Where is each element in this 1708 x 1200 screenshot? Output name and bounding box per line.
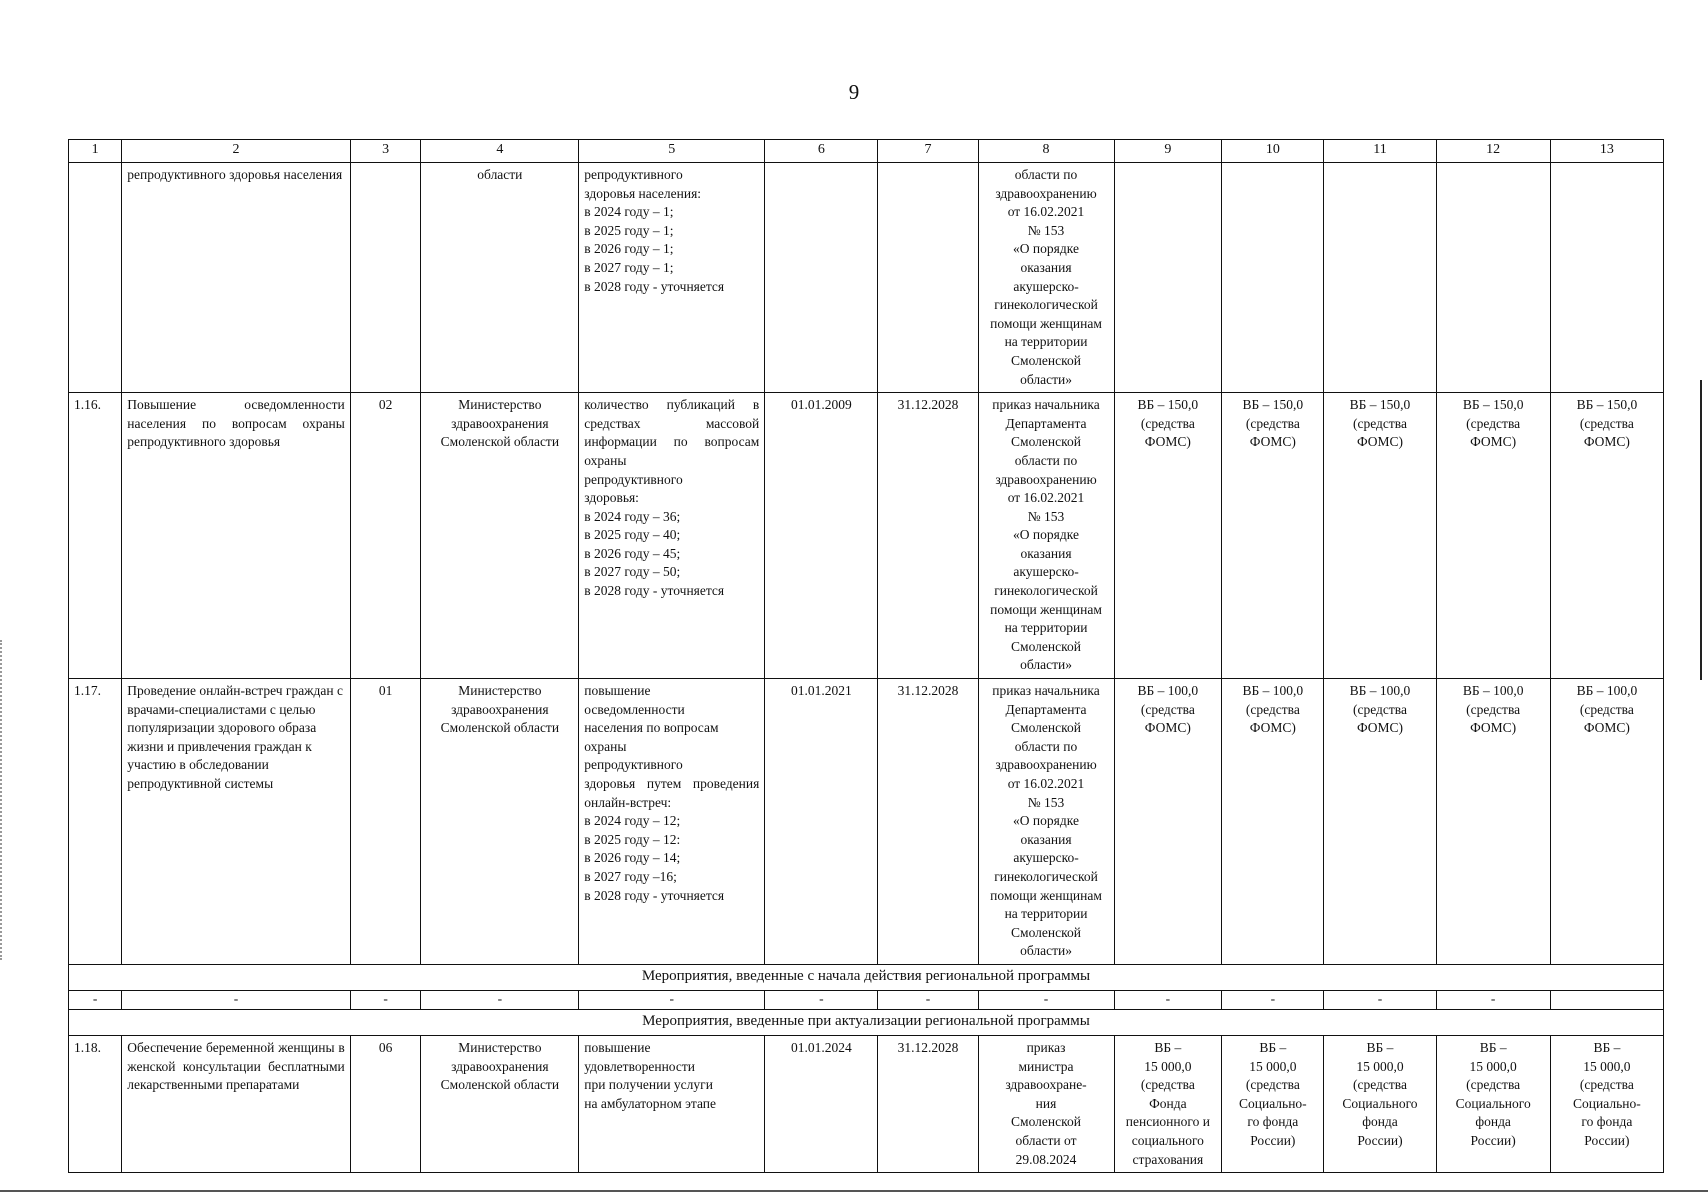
text-line: на территории: [1004, 620, 1088, 636]
dash-cell: -: [421, 990, 579, 1009]
empty-row: [69, 990, 1664, 1009]
text-line: «О порядке: [1013, 527, 1079, 543]
scan-edge-line: [1700, 380, 1702, 680]
table-row: [69, 679, 1664, 965]
text-line: повышение: [584, 683, 651, 699]
text-line: области от: [1015, 1132, 1077, 1148]
text-line: в 2027 году – 50;: [584, 564, 681, 580]
text-line: (средства: [1466, 1077, 1521, 1093]
text-line: 15 000,0: [1144, 1058, 1192, 1074]
text-line: ВБ –: [1593, 1039, 1621, 1055]
text-line: Смоленской: [1011, 352, 1081, 368]
text-line: ния: [1035, 1095, 1057, 1111]
column-number: 13: [1550, 140, 1663, 163]
executor: Министерство здравоохранения Смоленской области: [421, 1035, 579, 1172]
text-line: в 2024 году – 1;: [584, 204, 674, 220]
text-line: ВБ –: [1154, 1039, 1182, 1055]
row-number: 1.16.: [69, 393, 122, 679]
text-line: 15 000,0: [1356, 1058, 1404, 1074]
text-line: фонда: [1475, 1114, 1511, 1130]
finance-2025: [1222, 1035, 1324, 1172]
dash-cell: -: [878, 990, 978, 1009]
dash-cell: -: [579, 990, 765, 1009]
text-line: го фонда: [1581, 1114, 1633, 1130]
text-line: повышение: [584, 1039, 651, 1055]
text-line: (средства: [1140, 1077, 1195, 1093]
text-line: 15 000,0: [1583, 1058, 1631, 1074]
indicator: [579, 393, 765, 679]
text-line: на амбулаторном этапе: [584, 1095, 716, 1111]
text-line: количество публикаций в средствах массовой информации по вопросам охраны: [584, 397, 760, 468]
text-line: области»: [1020, 657, 1072, 673]
legal-basis: [978, 163, 1114, 393]
text-line: фонда: [1362, 1114, 1398, 1130]
legal-basis: [978, 393, 1114, 679]
text-line: России): [1470, 1132, 1516, 1148]
page-number: 9: [848, 80, 860, 104]
text-line: № 153: [1027, 222, 1065, 238]
finance-2027: ВБ – 150,0 (средства ФОМС): [1436, 393, 1550, 679]
text-line: Смоленской: [1011, 434, 1081, 450]
finance-2028: ВБ – 100,0 (средства ФОМС): [1550, 679, 1663, 965]
text-line: области по: [1014, 167, 1078, 182]
end-date: 31.12.2028: [878, 1035, 978, 1172]
finance-cell: [1222, 163, 1324, 393]
table-row: [69, 1035, 1664, 1172]
section-heading-row: [69, 964, 1664, 990]
text-line: пенсионного и: [1125, 1114, 1210, 1130]
finance-cell: [1114, 163, 1222, 393]
text-line: в 2027 году – 1;: [584, 259, 674, 275]
text-line: помощи женщинам: [990, 601, 1102, 617]
finance-2028: [1550, 1035, 1663, 1172]
code-cell: 01: [350, 679, 421, 965]
text-line: в 2028 году - уточняется: [584, 278, 725, 294]
text-line: «О порядке: [1013, 813, 1079, 829]
start-date: [765, 163, 878, 393]
text-line: приказ: [1026, 1039, 1066, 1055]
text-line: удовлетворенности: [584, 1058, 696, 1074]
text-line: ВБ –: [1479, 1039, 1507, 1055]
executor: Министерство здравоохранения Смоленской области: [421, 679, 579, 965]
measure-name: репродуктивного здоровья населения: [122, 163, 350, 393]
text-line: Смоленской: [1011, 924, 1081, 940]
dash-cell: -: [978, 990, 1114, 1009]
text-line: Департамента: [1005, 415, 1087, 431]
measure-name: Проведение онлайн-встреч граждан с врачами-специалистами с целью популяризации здорового образа жизни и привлечения граждан к участию в обследовании репродуктивной системы: [122, 679, 350, 965]
text-line: приказ начальника: [992, 397, 1100, 413]
dash-cell: [1550, 990, 1663, 1009]
text-line: 15 000,0: [1469, 1058, 1517, 1074]
finance-cell: [1324, 163, 1436, 393]
indicator: [579, 163, 765, 393]
dash-cell: -: [1436, 990, 1550, 1009]
code-cell: [350, 163, 421, 393]
text-line: Социально-: [1573, 1095, 1641, 1111]
text-line: при получении услуги: [584, 1077, 713, 1093]
section-heading: Мероприятия, введенные при актуализации региональной программы: [69, 1009, 1664, 1035]
indicator: [579, 679, 765, 965]
text-line: от 16.02.2021: [1007, 490, 1085, 506]
text-line: ВБ –: [1366, 1039, 1394, 1055]
text-line: от 16.02.2021: [1007, 204, 1085, 220]
measure-name: Обеспечение беременной женщины в женской консультации бесплатными лекарственными препаратами: [122, 1035, 350, 1172]
text-line: репродуктивного: [584, 471, 683, 487]
finance-2026: ВБ – 150,0 (средства ФОМС): [1324, 393, 1436, 679]
dash-cell: -: [350, 990, 421, 1009]
text-line: Смоленской: [1011, 1114, 1081, 1130]
dash-cell: -: [1114, 990, 1222, 1009]
text-line: гинекологической: [994, 297, 1098, 313]
text-line: здравоохранению: [995, 471, 1097, 487]
text-line: (средства: [1579, 1077, 1634, 1093]
finance-2027: ВБ – 100,0 (средства ФОМС): [1436, 679, 1550, 965]
end-date: 31.12.2028: [878, 393, 978, 679]
column-number: 9: [1114, 140, 1222, 163]
text-line: России): [1357, 1132, 1403, 1148]
finance-2024: ВБ – 150,0 (средства ФОМС): [1114, 393, 1222, 679]
text-line: в 2025 году – 40;: [584, 527, 681, 543]
text-line: в 2026 году – 14;: [584, 850, 681, 866]
column-number: 4: [421, 140, 579, 163]
text-line: «О порядке: [1013, 241, 1079, 257]
text-line: в 2027 году –16;: [584, 868, 677, 884]
text-line: гинекологической: [994, 583, 1098, 599]
text-line: № 153: [1027, 508, 1065, 524]
text-line: акушерско-: [1013, 850, 1079, 866]
text-line: России): [1250, 1132, 1296, 1148]
text-line: здоровья населения:: [584, 185, 702, 201]
text-line: России): [1584, 1132, 1630, 1148]
text-line: Департамента: [1005, 701, 1087, 717]
scan-edge-marks: [0, 640, 6, 960]
text-line: приказ начальника: [992, 683, 1100, 699]
text-line: Социально-: [1238, 1095, 1307, 1111]
text-line: в 2028 году - уточняется: [584, 887, 725, 903]
row-number: 1.17.: [69, 679, 122, 965]
finance-2028: ВБ – 150,0 (средства ФОМС): [1550, 393, 1663, 679]
text-line: (средства: [1353, 1077, 1407, 1093]
table-row: [69, 163, 1664, 393]
column-number: 3: [350, 140, 421, 163]
text-line: акушерско-: [1013, 278, 1079, 294]
dash-cell: -: [765, 990, 878, 1009]
text-line: здравоохранению: [995, 185, 1097, 201]
row-number: 1.18.: [69, 1035, 122, 1172]
executor: Министерство здравоохранения Смоленской области: [421, 393, 579, 679]
text-line: гинекологической: [994, 868, 1098, 884]
text-line: оказания: [1020, 259, 1072, 275]
text-line: здравоохранению: [995, 757, 1097, 773]
text-line: области по: [1014, 738, 1078, 754]
code-cell: 02: [350, 393, 421, 679]
end-date: [878, 163, 978, 393]
dash-cell: -: [69, 990, 122, 1009]
code-cell: 06: [350, 1035, 421, 1172]
text-line: репродуктивного: [584, 757, 683, 773]
finance-cell: [1550, 163, 1663, 393]
finance-2026: ВБ – 100,0 (средства ФОМС): [1324, 679, 1436, 965]
text-line: в 2024 году – 36;: [584, 508, 681, 524]
text-line: репродуктивного: [584, 167, 683, 182]
text-line: в 2028 году - уточняется: [584, 583, 725, 599]
text-line: области»: [1020, 943, 1072, 959]
text-line: области»: [1020, 371, 1072, 387]
start-date: 01.01.2024: [765, 1035, 878, 1172]
header-row: [69, 140, 1664, 163]
text-line: в 2026 году – 1;: [584, 241, 674, 257]
column-number: 2: [122, 140, 350, 163]
text-line: в 2024 году – 12;: [584, 813, 681, 829]
finance-2024: [1114, 1035, 1222, 1172]
text-line: (средства: [1245, 1077, 1300, 1093]
text-line: 29.08.2024: [1015, 1151, 1077, 1167]
text-line: 15 000,0: [1249, 1058, 1297, 1074]
section-heading: Мероприятия, введенные с начала действия региональной программы: [69, 964, 1664, 990]
column-number: 11: [1324, 140, 1436, 163]
text-line: Смоленской: [1011, 638, 1081, 654]
text-line: акушерско-: [1013, 564, 1079, 580]
end-date: 31.12.2028: [878, 679, 978, 965]
text-line: в 2025 году – 1;: [584, 222, 674, 238]
text-line: ВБ –: [1259, 1039, 1287, 1055]
finance-2027: [1436, 1035, 1550, 1172]
column-number: 5: [579, 140, 765, 163]
column-number: 1: [69, 140, 122, 163]
indicator: [579, 1035, 765, 1172]
text-line: Социального: [1342, 1095, 1418, 1111]
text-line: здоровья путем проведения онлайн-встреч:: [584, 776, 760, 810]
text-line: в 2026 году – 45;: [584, 545, 681, 561]
column-number: 10: [1222, 140, 1324, 163]
measures-table: [68, 139, 1664, 1173]
text-line: оказания: [1020, 545, 1072, 561]
table-row: [69, 393, 1664, 679]
legal-basis: [978, 679, 1114, 965]
column-number: 6: [765, 140, 878, 163]
text-line: министра: [1018, 1058, 1074, 1074]
column-number: 8: [978, 140, 1114, 163]
finance-2025: ВБ – 150,0 (средства ФОМС): [1222, 393, 1324, 679]
text-line: на территории: [1004, 906, 1088, 922]
text-line: на территории: [1004, 334, 1088, 350]
text-line: № 153: [1027, 794, 1065, 810]
section-heading-row: [69, 1009, 1664, 1035]
text-line: здоровья:: [584, 490, 639, 506]
text-line: Фонда: [1149, 1095, 1187, 1111]
start-date: 01.01.2009: [765, 393, 878, 679]
finance-2024: ВБ – 100,0 (средства ФОМС): [1114, 679, 1222, 965]
page-bottom-edge: [0, 1190, 1708, 1192]
dash-cell: -: [1222, 990, 1324, 1009]
measure-name: Повышение осведомленности населения по вопросам охраны репродуктивного здоровья: [122, 393, 350, 679]
text-line: оказания: [1020, 831, 1072, 847]
row-number: [69, 163, 122, 393]
text-line: помощи женщинам: [990, 887, 1102, 903]
text-line: области по: [1014, 452, 1078, 468]
dash-cell: -: [1324, 990, 1436, 1009]
column-number: 12: [1436, 140, 1550, 163]
column-number: 7: [878, 140, 978, 163]
legal-basis: [978, 1035, 1114, 1172]
text-line: от 16.02.2021: [1007, 776, 1085, 791]
text-line: Смоленской: [1011, 720, 1081, 736]
text-line: населения по вопросам: [584, 720, 719, 736]
executor: области: [421, 163, 579, 393]
start-date: 01.01.2021: [765, 679, 878, 965]
finance-cell: [1436, 163, 1550, 393]
text-line: осведомленности: [584, 701, 685, 717]
text-line: здравоохране-: [1005, 1077, 1087, 1093]
dash-cell: -: [122, 990, 350, 1009]
text-line: Социального: [1455, 1095, 1531, 1111]
text-line: охраны: [584, 738, 627, 754]
finance-2025: ВБ – 100,0 (средства ФОМС): [1222, 679, 1324, 965]
text-line: в 2025 году – 12:: [584, 831, 681, 847]
text-line: страхования: [1132, 1151, 1204, 1167]
text-line: социального: [1131, 1132, 1204, 1148]
text-line: го фонда: [1247, 1114, 1299, 1130]
finance-2026: [1324, 1035, 1436, 1172]
text-line: помощи женщинам: [990, 315, 1102, 331]
